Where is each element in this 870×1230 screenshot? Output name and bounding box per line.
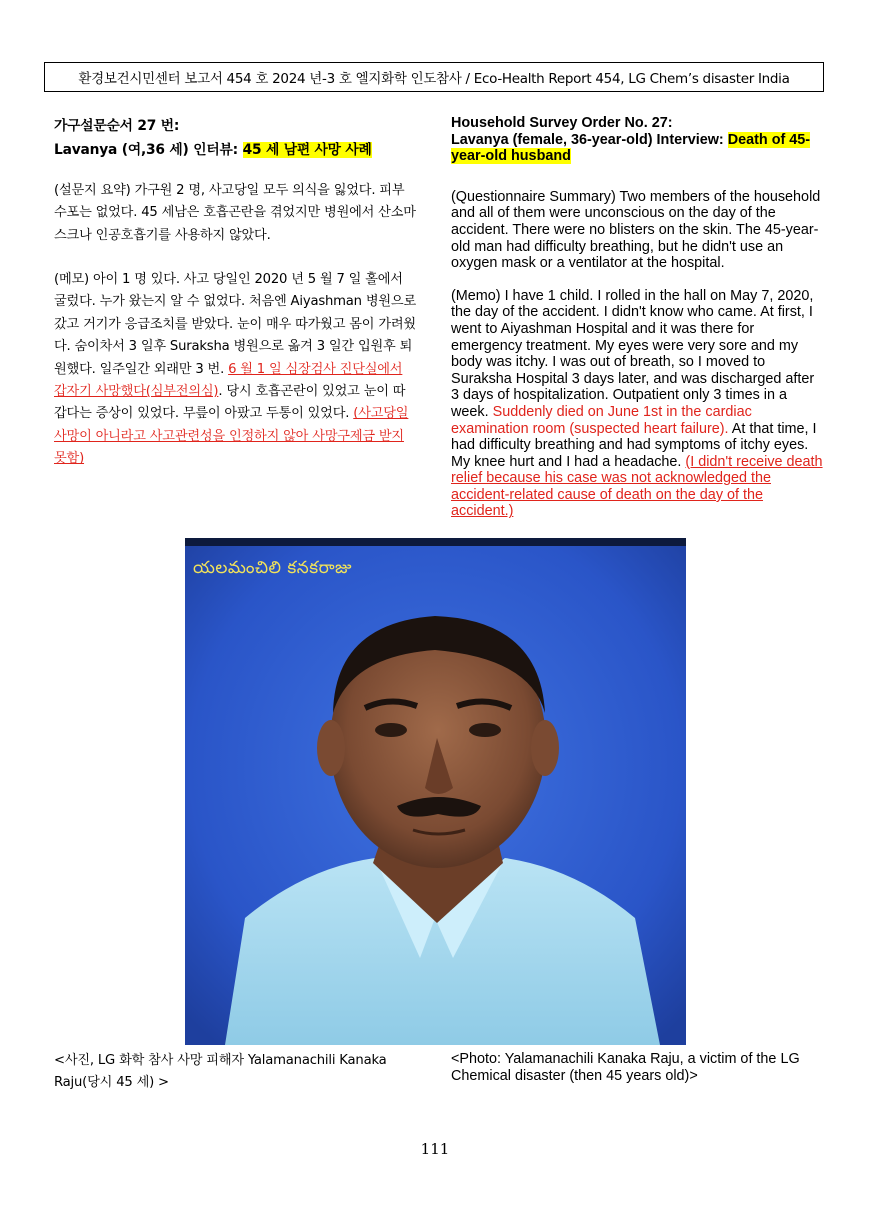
english-memo-part1: (Memo) I have 1 child. I rolled in the hall on May 7, 2020, the day of the accident. I didn't know who came. At first, I went to Aiyashman Hospital and it was there for emergency treatment. My eyes were very sore and my body was itchy. I was out of breath, so I moved to Suraksha Hospital 3 days later, and was discharged after 3 days of hospitalization. Outpatient only 3 times in a week. xyxy=(451,287,815,420)
korean-title-highlight: 45 세 남편 사망 사례 xyxy=(242,142,372,159)
english-photo-caption: <Photo: Yalamanachili Kanaka Raju, a victim of the LG Chemical disaster (then 45 years old)> xyxy=(451,1051,800,1084)
photo-overlay-text: యలమంచిలి కనకరాజు xyxy=(193,558,352,578)
report-header xyxy=(44,62,824,92)
victim-photo xyxy=(185,538,686,1045)
korean-memo xyxy=(54,269,416,471)
english-title-line1: Household Survey Order No. 27: xyxy=(451,115,673,131)
english-memo-red2: (I didn't receive death relief because his case was not acknowledged the accident-related cause of death on the day of the accident.) xyxy=(451,453,823,520)
english-memo-red1: Suddenly died on June 1st in the cardiac examination room (suspected heart failure). xyxy=(451,403,752,437)
korean-title xyxy=(54,115,416,162)
korean-memo-part2: . 당시 호흡곤란이 있었고 눈이 따갑다는 증상이 있었다. 무릎이 아팠고 두통이 있었다. xyxy=(54,384,406,422)
victim-portrait-image xyxy=(185,538,686,1045)
english-title-highlight: Death of 45-year-old husband xyxy=(451,131,811,165)
english-title-prefix: Lavanya (female, 36-year-old) Interview: xyxy=(451,131,728,148)
english-title xyxy=(451,115,823,165)
korean-column xyxy=(54,115,416,471)
korean-title-prefix: Lavanya (여,36 세) 인터뷰: xyxy=(54,142,243,159)
korean-title-line2 xyxy=(54,139,416,161)
korean-memo-red1: 6 월 1 일 심장검사 진단실에서 갑자기 사망했다(심부전의심) xyxy=(54,361,403,400)
english-title-line2 xyxy=(451,132,823,165)
english-column xyxy=(451,115,823,520)
korean-memo-part1: (메모) 아이 1 명 있다. 사고 당일인 2020 년 5 월 7 일 홀에서 굴렀다. 누가 왔는지 알 수 없었다. 처음엔 Aiyashman 병원으로 갔고 거기가 응급조치를 받았다. 눈이 매우 따가웠고 몸이 가려웠다. 숨이차서 3 일후 Suraksha 병원으로 옮겨 3 일간 입원후 퇴원했다. 일주일간 외래만 3 번. xyxy=(54,272,416,377)
korean-memo-red2: (사고당일 사망이 아니라고 사고관련성을 인정하지 않아 사망구제금 받지 못함) xyxy=(54,406,409,467)
report-header-text: 환경보건시민센터 보고서 454 호 2024 년-3 호 엘지화학 인도참사 / Eco-Health Report 454, LG Chem’s disaster India xyxy=(78,71,790,87)
korean-summary: (설문지 요약) 가구원 2 명, 사고당일 모두 의식을 잃었다. 피부 수포는 없었다. 45 세남은 호흡곤란을 겪었지만 병원에서 산소마스크나 인공호흡기를 사용하지 않았다. xyxy=(54,182,416,243)
page-number: 111 xyxy=(420,1140,450,1158)
english-memo xyxy=(451,288,823,520)
english-summary: (Questionnaire Summary) Two members of the household and all of them were unconscious on the day of the accident. There were no blisters on the skin. The 45-year-old man had difficulty breathing, but he didn't use an oxygen mask or a ventilator at the hospital. xyxy=(451,188,821,272)
korean-photo-caption: <사진, LG 화학 참사 사망 피해자 Yalamanachili Kanaka Raju(당시 45 세) > xyxy=(54,1053,387,1090)
korean-title-line1: 가구설문순서 27 번: xyxy=(54,118,180,134)
english-memo-part2: At that time, I had difficulty breathing and had symptoms of itchy eyes. My knee hurt and I had a headache. xyxy=(451,420,817,470)
